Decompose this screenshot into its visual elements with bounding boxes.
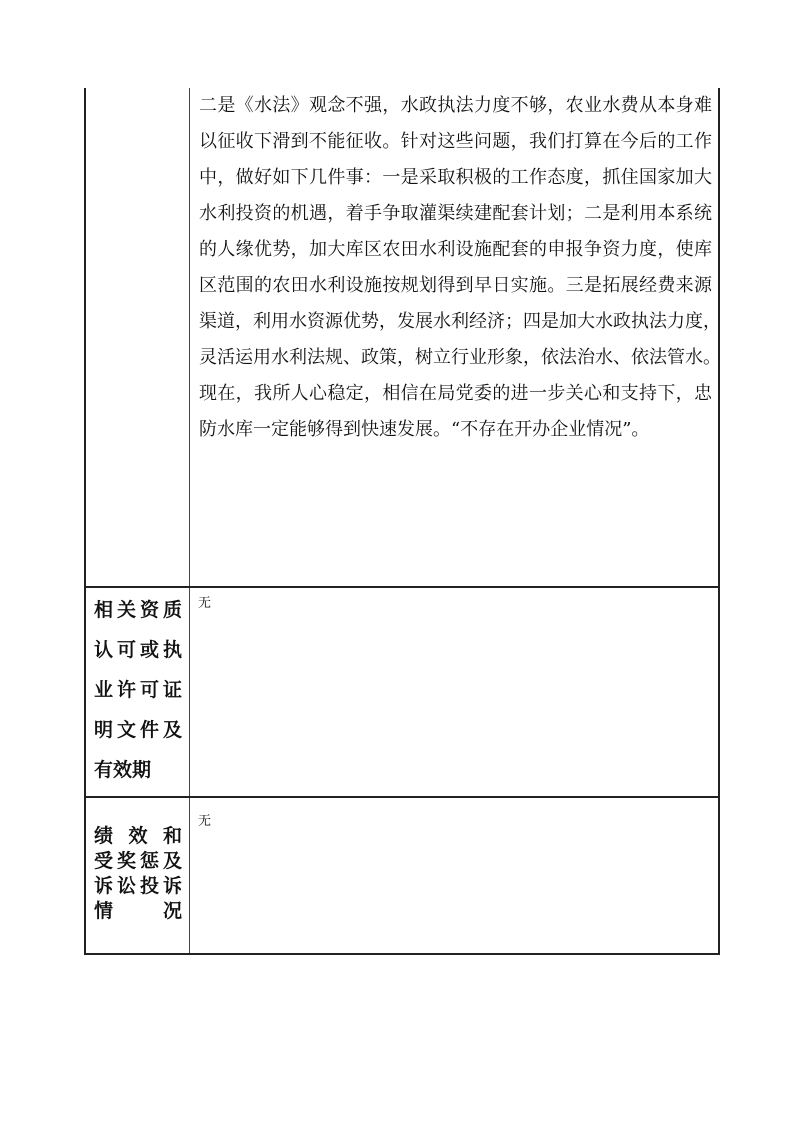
text-line: 现在，我所人心稳定，相信在局党委的进一步关心和支持下，忠 bbox=[199, 383, 712, 404]
info-table bbox=[84, 88, 720, 955]
label-line: 认可或执 bbox=[94, 639, 182, 661]
performance-value: 无 bbox=[198, 814, 212, 829]
text-line: 二是《水法》观念不强，水政执法力度不够，农业水费从本身难 bbox=[199, 95, 712, 116]
text-line: 以征收下滑到不能征收。针对这些问题，我们打算在今后的工作 bbox=[199, 131, 712, 152]
label-line: 情 况 bbox=[94, 900, 182, 922]
text-line: 灵活运用水利法规、政策，树立行业形象，依法治水、依法管水。 bbox=[199, 347, 721, 368]
work-summary-text bbox=[199, 94, 721, 454]
row-divider bbox=[86, 796, 718, 798]
qualification-value: 无 bbox=[198, 596, 212, 611]
row-divider bbox=[86, 586, 718, 588]
label-line: 业许可证 bbox=[94, 679, 182, 701]
label-line: 绩 效 和 bbox=[94, 825, 182, 847]
label-line: 相关资质 bbox=[94, 599, 182, 621]
label-line: 诉讼投诉 bbox=[94, 875, 182, 897]
performance-label bbox=[94, 824, 182, 924]
label-line: 明文件及 bbox=[94, 719, 182, 741]
qualification-label bbox=[94, 595, 182, 795]
column-divider bbox=[189, 88, 190, 953]
text-line: 区范围的农田水利设施按规划得到早日实施。三是拓展经费来源 bbox=[199, 275, 712, 296]
text-line: 中，做好如下几件事：一是采取积极的工作态度，抓住国家加大 bbox=[199, 167, 712, 188]
label-line: 有效期 bbox=[94, 759, 152, 781]
text-line: 渠道，利用水资源优势，发展水利经济；四是加大水政执法力度， bbox=[199, 311, 721, 332]
text-line: 的人缘优势，加大库区农田水利设施配套的申报争资力度，使库 bbox=[199, 239, 712, 260]
text-line: 防水库一定能够得到快速发展。“不存在开办企业情况”。 bbox=[199, 419, 650, 440]
label-line: 受奖惩及 bbox=[94, 850, 182, 872]
text-line: 水利投资的机遇，着手争取灌渠续建配套计划；二是利用本系统 bbox=[199, 203, 712, 224]
